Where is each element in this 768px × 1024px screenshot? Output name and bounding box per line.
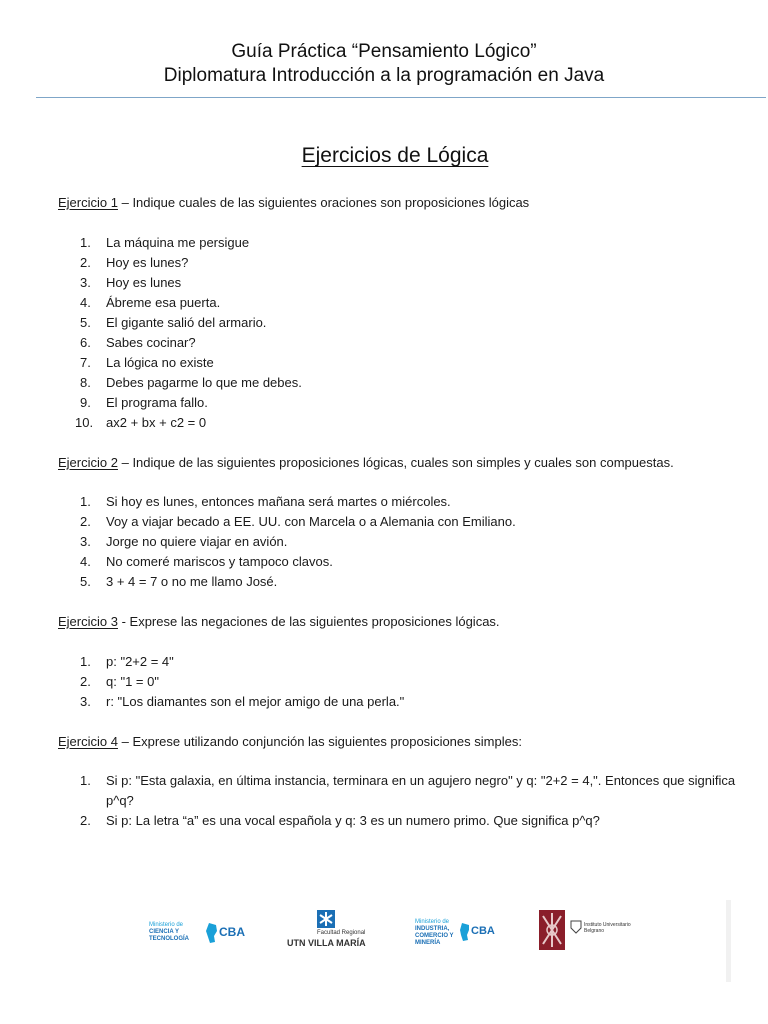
logo-text: Instituto Universitario Belgrano [584,922,631,934]
utn-emblem-icon [317,910,335,928]
cba-text: CBA [471,925,495,937]
logo-text: Ministerio de [149,922,184,928]
exercise-2-list [80,492,740,592]
item-number: 1. [80,654,91,669]
item-number: 2. [80,674,91,689]
page-edge-shadow [726,900,731,982]
item-number: 3. [80,534,91,549]
logo-text: UTN VILLA MARÍA [287,938,366,948]
header-divider [36,97,766,98]
exercise-separator: - [117,614,130,629]
item-text: Si p: "Esta galaxia, en última instancia, terminara en un agujero negro" y q: "2+2 = 4,". Entonces que significa p^q? [106,773,736,808]
header-subtitle: Diplomatura Introducción a la programación en Java [163,65,605,86]
item-text: 3 + 4 = 7 o no me llamo José. [106,574,278,589]
list-item [80,572,740,592]
item-text: No comeré mariscos y tampoco clavos. [106,554,333,569]
item-number: 4. [80,295,91,310]
item-number: 2. [80,514,91,529]
utn-logo [287,908,377,952]
item-text: El programa fallo. [106,395,208,410]
logo-text: TECNOLOGÍA [149,936,189,942]
item-text: Sabes cocinar? [106,335,196,350]
exercise-label: Ejercicio 4 [58,734,118,749]
logo-text: INDUSTRIA, [415,926,450,932]
list-item [80,233,740,253]
ministerio-industria-logo [415,908,505,952]
instituto-logo [539,908,635,952]
logo-text: MINERÍA [415,940,441,946]
item-number: 10. [75,415,94,430]
list-item [80,353,740,373]
list-item [80,771,740,811]
item-number: 1. [80,773,91,788]
exercise-4-heading [58,732,522,752]
item-text: Debes pagarme lo que me debes. [106,375,302,390]
item-number: 3. [80,694,91,709]
list-item [80,512,740,532]
cba-text: CBA [219,925,245,939]
list-item [80,692,740,712]
item-number: 2. [80,255,91,270]
list-item [80,672,740,692]
logo-text: COMERCIO Y [415,933,454,939]
logo-text: Ministerio de [415,919,450,925]
document-header [0,40,768,88]
list-item [80,532,740,552]
logo-text: CIENCIA Y [149,929,180,935]
header-title: Guía Práctica “Pensamiento Lógico” [231,41,537,62]
exercise-instruction: Exprese utilizando conjunción las siguientes proposiciones simples: [132,734,522,749]
item-number: 8. [80,375,91,390]
item-text: Si p: La letra “a” es una vocal española y q: 3 es un numero primo. Que significa p^q? [106,813,600,828]
exercise-separator: – [117,455,133,470]
list-item [80,313,740,333]
exercise-3-heading [58,612,500,632]
exercise-2-heading [58,453,674,473]
item-text: El gigante salió del armario. [106,315,267,330]
logo-text: Facultad Regional [317,930,366,936]
exercise-instruction: Indique de las siguientes proposiciones lógicas, cuales son simples y cuales son compuestas. [132,455,674,470]
exercise-label: Ejercicio 3 [58,614,118,629]
exercise-label: Ejercicio 2 [58,455,118,470]
item-text: Ábreme esa puerta. [106,295,221,310]
item-text: Hoy es lunes? [106,255,189,270]
item-number: 5. [80,574,91,589]
exercise-label: Ejercicio 1 [58,195,118,210]
list-item [80,492,740,512]
exercise-4-list [80,771,740,831]
list-item [80,811,740,831]
exercise-instruction: Indique cuales de las siguientes oraciones son proposiciones lógicas [132,195,530,210]
item-number: 6. [80,335,91,350]
list-item [80,253,740,273]
list-item [80,273,740,293]
item-text: r: "Los diamantes son el mejor amigo de una perla." [106,694,405,709]
item-text: La máquina me persigue [106,235,250,250]
exercise-instruction: Exprese las negaciones de las siguientes proposiciones lógicas. [129,614,500,629]
item-number: 7. [80,355,91,370]
ministerio-ciencia-logo [149,908,249,952]
list-item [80,293,740,313]
item-text: Voy a viajar becado a EE. UU. con Marcela o a Alemania con Emiliano. [106,514,516,529]
item-text: ax2 + bx + c2 = 0 [106,415,207,430]
item-text: Si hoy es lunes, entonces mañana será martes o miércoles. [106,494,451,509]
list-item [80,652,740,672]
list-item [80,393,740,413]
footer-logos [145,908,635,958]
exercise-separator: – [117,195,133,210]
item-number: 9. [80,395,91,410]
cba-map-icon [205,922,219,944]
list-item [75,413,740,433]
list-item [80,552,740,572]
list-item [80,333,740,353]
exercise-separator: – [117,734,133,749]
exercise-1-heading [58,193,529,213]
item-number: 4. [80,554,91,569]
item-number: 1. [80,235,91,250]
item-number: 3. [80,275,91,290]
item-text: Jorge no quiere viajar en avión. [106,534,288,549]
decorative-seal-icon [539,910,565,950]
item-number: 2. [80,813,91,828]
item-number: 1. [80,494,91,509]
list-item [80,373,740,393]
item-text: Hoy es lunes [106,275,182,290]
item-text: q: "1 = 0" [106,674,159,689]
item-text: p: "2+2 = 4" [106,654,174,669]
page-title: Ejercicios de Lógica [301,144,489,167]
exercise-1-list [75,233,740,433]
item-number: 5. [80,315,91,330]
crest-icon [570,920,582,934]
item-text: La lógica no existe [106,355,214,370]
exercise-3-list [80,652,740,712]
cba-map-icon [459,922,471,942]
